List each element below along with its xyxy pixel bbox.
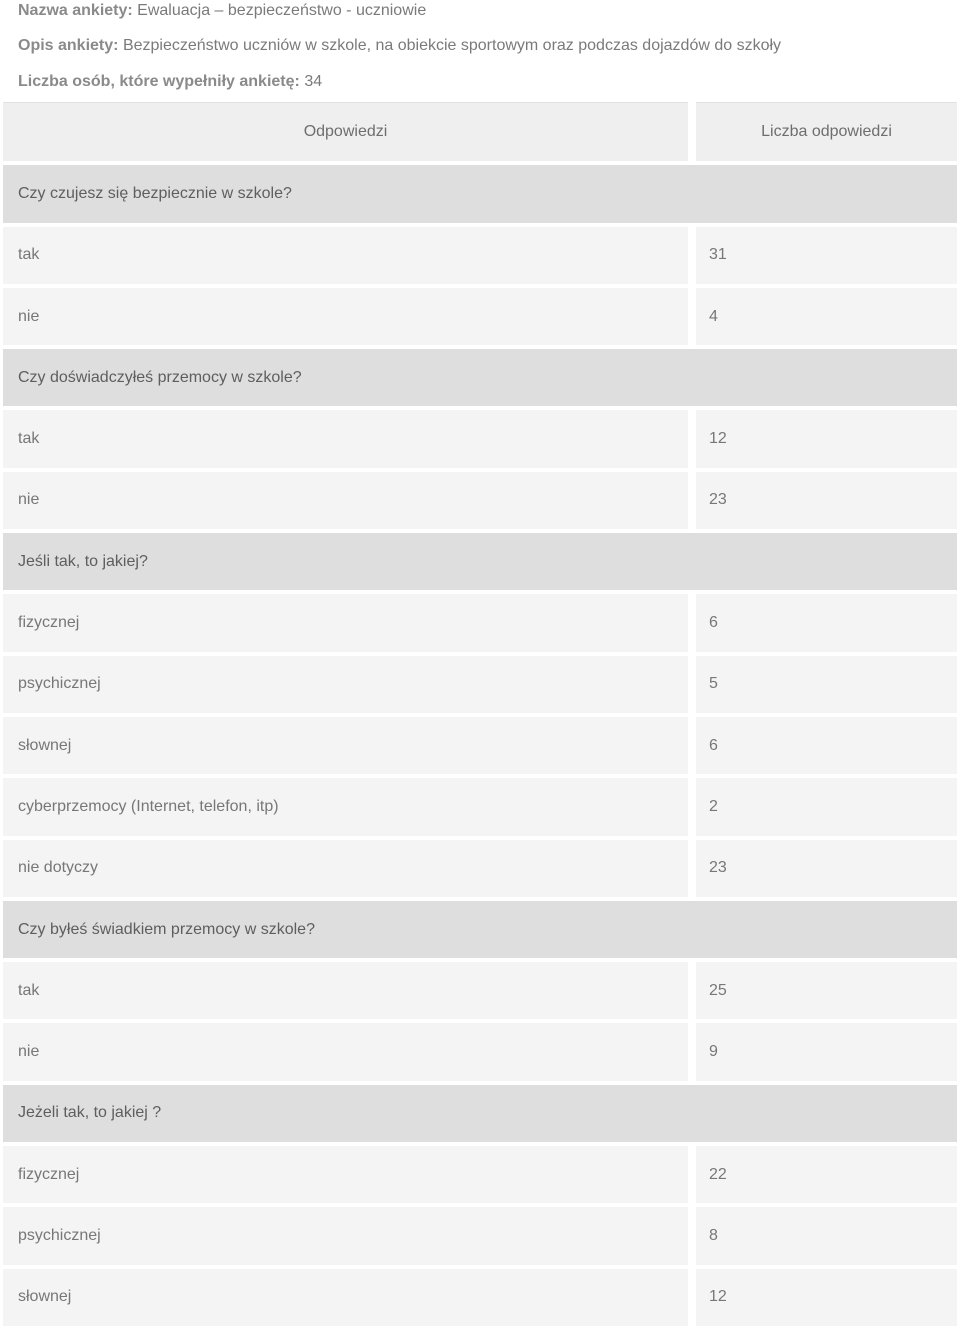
header-answers: Odpowiedzi (3, 102, 688, 163)
survey-name-line (18, 1, 426, 21)
answer-count: 2 (696, 776, 957, 837)
answer-label: cyberprzemocy (Internet, telefon, itp) (3, 776, 688, 837)
answer-label: tak (3, 225, 688, 286)
answer-label: fizycznej (3, 592, 688, 653)
survey-description-label: Opis ankiety: (18, 37, 119, 54)
survey-description-line (18, 36, 781, 56)
answer-label: psychicznej (3, 1205, 688, 1266)
answer-label: słownej (3, 1267, 688, 1328)
respondent-count-value: 34 (304, 73, 323, 90)
answer-count: 31 (696, 225, 957, 286)
answer-count: 23 (696, 838, 957, 899)
answer-count: 4 (696, 286, 957, 347)
answer-label: nie (3, 1021, 688, 1082)
answer-row (3, 225, 957, 286)
answer-label: fizycznej (3, 1144, 688, 1205)
answer-count: 5 (696, 654, 957, 715)
answer-count: 23 (696, 470, 957, 531)
answer-row (3, 1144, 957, 1205)
question-row (3, 163, 957, 224)
survey-name-value: Ewaluacja – bezpieczeństwo - uczniowie (137, 2, 427, 19)
answer-count: 6 (696, 715, 957, 776)
question-text: Jeśli tak, to jakiej? (3, 531, 957, 592)
answer-label: słownej (3, 715, 688, 776)
table-header-row (3, 102, 957, 163)
answer-row (3, 715, 957, 776)
results-table (3, 102, 957, 1328)
question-row (3, 531, 957, 592)
question-row (3, 899, 957, 960)
answer-row (3, 286, 957, 347)
header-answer-count: Liczba odpowiedzi (696, 102, 957, 163)
answer-count: 22 (696, 1144, 957, 1205)
answer-row (3, 1021, 957, 1082)
respondent-count-label: Liczba osób, które wypełniły ankietę: (18, 73, 300, 90)
answer-row (3, 592, 957, 653)
answer-label: nie (3, 470, 688, 531)
question-text: Czy doświadczyłeś przemocy w szkole? (3, 347, 957, 408)
question-text: Czy byłeś świadkiem przemocy w szkole? (3, 899, 957, 960)
answer-label: nie (3, 286, 688, 347)
answer-label: tak (3, 408, 688, 469)
question-text: Czy czujesz się bezpiecznie w szkole? (3, 163, 957, 224)
answer-row (3, 776, 957, 837)
answer-row (3, 960, 957, 1021)
question-row (3, 347, 957, 408)
answer-count: 8 (696, 1205, 957, 1266)
answer-row (3, 1267, 957, 1328)
answer-row (3, 1205, 957, 1266)
answer-label: nie dotyczy (3, 838, 688, 899)
respondent-count-line (18, 72, 322, 92)
answer-row (3, 654, 957, 715)
answer-count: 12 (696, 1267, 957, 1328)
question-text: Jeżeli tak, to jakiej ? (3, 1083, 957, 1144)
survey-description-value: Bezpieczeństwo uczniów w szkole, na obiekcie sportowym oraz podczas dojazdów do szkoły (122, 37, 782, 54)
answer-label: psychicznej (3, 654, 688, 715)
answer-row (3, 470, 957, 531)
answer-label: tak (3, 960, 688, 1021)
survey-name-label: Nazwa ankiety: (18, 2, 133, 19)
question-row (3, 1083, 957, 1144)
answer-count: 9 (696, 1021, 957, 1082)
answer-count: 25 (696, 960, 957, 1021)
answer-row (3, 408, 957, 469)
answer-count: 12 (696, 408, 957, 469)
answer-row (3, 838, 957, 899)
answer-count: 6 (696, 592, 957, 653)
